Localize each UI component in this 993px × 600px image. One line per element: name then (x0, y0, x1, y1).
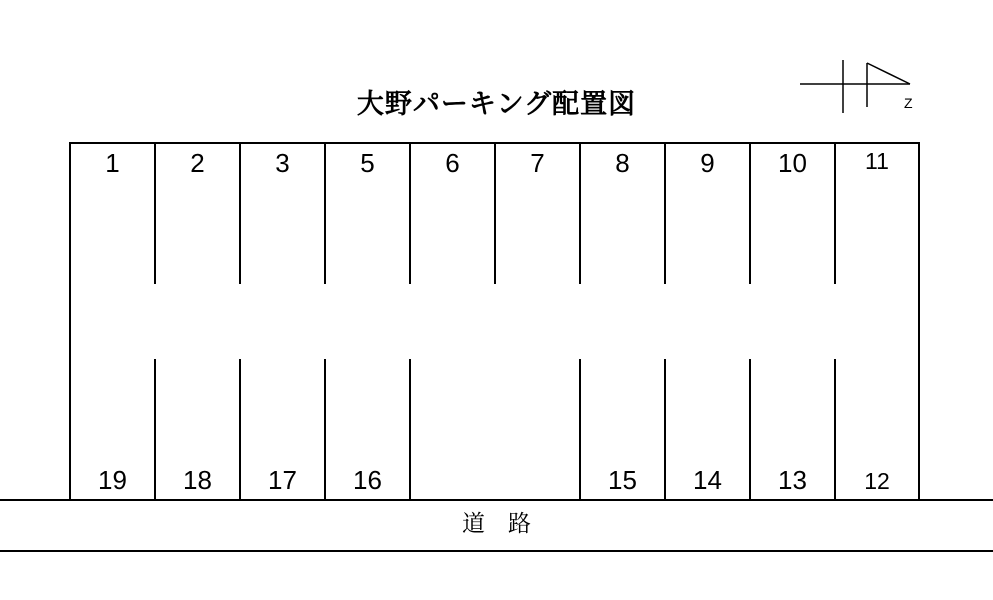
stall-14 (666, 359, 751, 499)
stall-7 (496, 144, 581, 284)
stall-number: 8 (615, 148, 630, 178)
bottom-stall-row (71, 359, 918, 499)
diagram-title: 大野パーキング配置図 (356, 89, 637, 119)
stall-number: 5 (360, 148, 375, 178)
parking-lot-outline (69, 142, 920, 501)
stall-number: 17 (268, 465, 297, 495)
stall-number: 2 (190, 148, 205, 178)
entrance-gap (411, 359, 581, 499)
stall-number: 18 (183, 465, 212, 495)
road-bottom-line (0, 550, 993, 552)
stall-number: 19 (98, 465, 127, 495)
stall-1 (71, 144, 156, 284)
stall-number: 16 (353, 465, 382, 495)
stall-number: 1 (105, 148, 120, 178)
stall-6 (411, 144, 496, 284)
stall-15 (581, 359, 666, 499)
top-stall-row (71, 144, 918, 284)
stall-13 (751, 359, 836, 499)
stall-9 (666, 144, 751, 284)
stall-17 (241, 359, 326, 499)
stall-8 (581, 144, 666, 284)
stall-number: 14 (693, 465, 722, 495)
stall-number: 10 (778, 148, 807, 178)
stall-12 (836, 359, 918, 499)
stall-number: 13 (778, 465, 807, 495)
stall-18 (156, 359, 241, 499)
stall-number: 11 (865, 148, 889, 174)
north-letter: Z (904, 95, 913, 111)
stall-number: 6 (445, 148, 460, 178)
stall-10 (751, 144, 836, 284)
stall-number: 3 (275, 148, 290, 178)
stall-number: 12 (864, 468, 890, 494)
road-top-line (0, 499, 993, 501)
stall-16 (326, 359, 411, 499)
north-compass-icon (795, 45, 935, 120)
stall-19 (71, 359, 156, 499)
stall-11 (836, 144, 918, 284)
road-label: 道 路 (462, 510, 531, 536)
stall-5 (326, 144, 411, 284)
stall-3 (241, 144, 326, 284)
stall-number: 9 (700, 148, 715, 178)
stall-number: 7 (530, 148, 545, 178)
stall-number: 15 (608, 465, 637, 495)
stall-2 (156, 144, 241, 284)
